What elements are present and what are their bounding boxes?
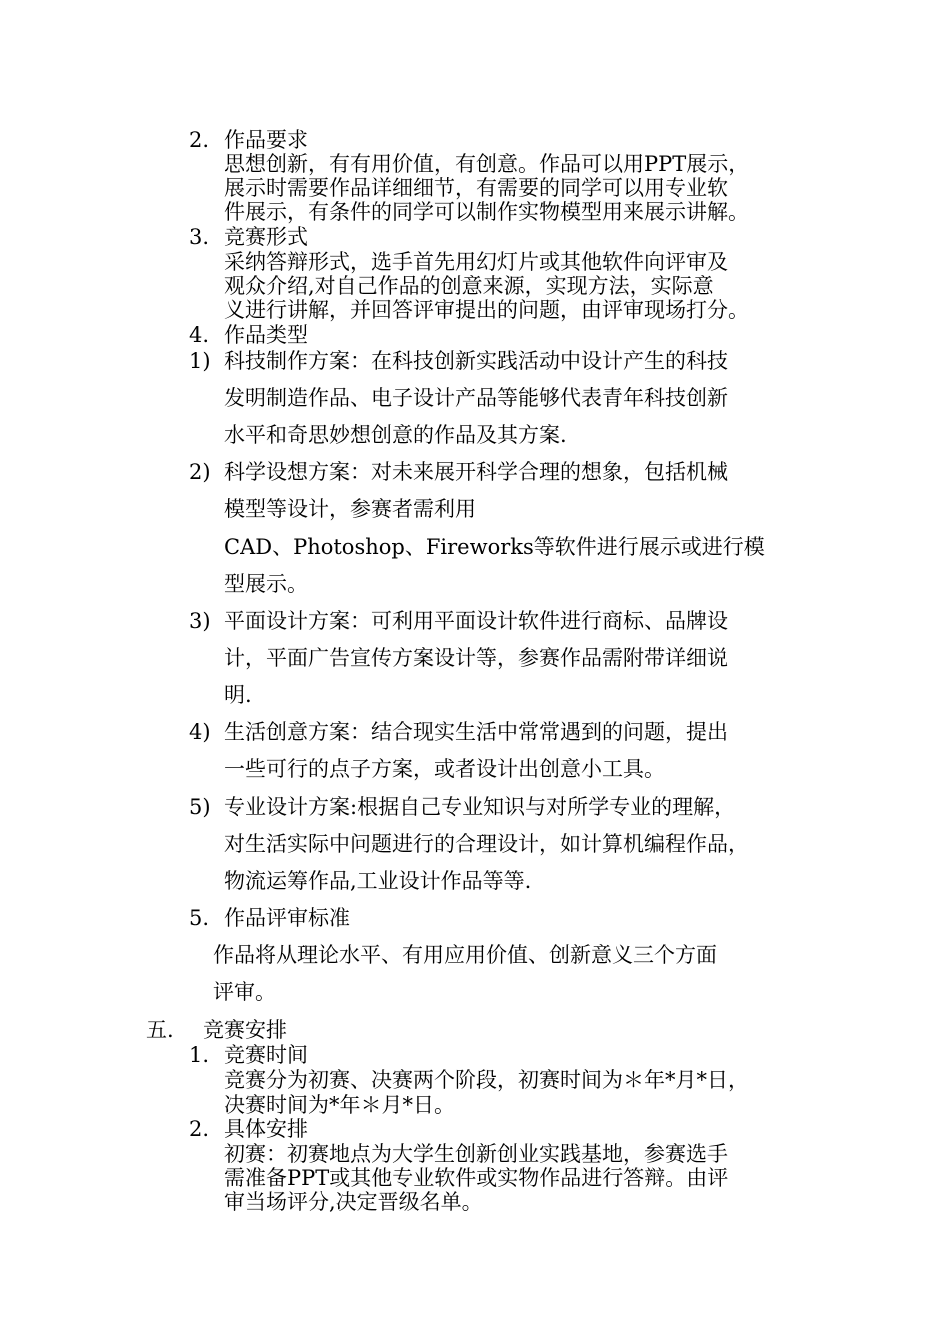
- item-heading: 竞赛形式: [224, 225, 308, 249]
- paragraph-line: 科学设想方案：对未来展开科学合理的想象，包括机械: [224, 460, 728, 484]
- paragraph-line: 采纳答辩形式，选手首先用幻灯片或其他软件向评审及: [224, 250, 728, 274]
- paragraph-line: 计，平面广告宣传方案设计等，参赛作品需附带详细说: [224, 646, 728, 670]
- paragraph-line: 模型等设计，参赛者需利用: [224, 497, 476, 521]
- paragraph-line: 专业设计方案:根据自己专业知识与对所学专业的理解，: [224, 795, 736, 819]
- paragraph-line: 决赛时间为*年＊月*日。: [224, 1093, 455, 1117]
- paragraph-line: 思想创新，有有用价值，有创意。作品可以用PPT展示，: [224, 152, 750, 176]
- paragraph-line: 观众介绍,对自己作品的创意来源，实现方法，实际意: [224, 274, 714, 298]
- item-heading: 具体安排: [224, 1117, 308, 1141]
- paragraph-line: 展示时需要作品详细细节，有需要的同学可以用专业软: [224, 176, 728, 200]
- paragraph-line: 义进行讲解，并回答评审提出的问题，由评审现场打分。: [224, 298, 749, 322]
- item-heading: 作品要求: [224, 128, 308, 152]
- paragraph-line: 需准备PPT或其他专业软件或实物作品进行答辩。由评: [224, 1166, 729, 1190]
- item-number: 2.: [189, 1117, 210, 1141]
- item-heading: 作品类型: [224, 323, 308, 347]
- paragraph-line: CAD、Photoshop、Fireworks等软件进行展示或进行模: [224, 535, 765, 559]
- sub-item-number: 5): [189, 795, 211, 819]
- paragraph-line: 对生活实际中问题进行的合理设计，如计算机编程作品，: [224, 832, 749, 856]
- section-number: 五.: [146, 1018, 174, 1042]
- item-number: 2.: [189, 128, 210, 152]
- paragraph-line: 明.: [224, 683, 252, 707]
- sub-item-number: 3): [189, 609, 211, 633]
- sub-item-number: 1): [189, 349, 211, 373]
- paragraph-line: 型展示。: [224, 572, 308, 596]
- paragraph-line: 竞赛分为初赛、决赛两个阶段，初赛时间为＊年*月*日，: [224, 1068, 749, 1092]
- sub-item-number: 2): [189, 460, 211, 484]
- item-number: 3.: [189, 225, 210, 249]
- paragraph-line: 评审。: [213, 980, 276, 1004]
- sub-item-number: 4): [189, 720, 211, 744]
- paragraph-line: 发明制造作品、电子设计产品等能够代表青年科技创新: [224, 386, 728, 410]
- item-heading: 作品评审标准: [224, 906, 350, 930]
- paragraph-line: 生活创意方案：结合现实生活中常常遇到的问题，提出: [224, 720, 728, 744]
- paragraph-line: 作品将从理论水平、有用应用价值、创新意义三个方面: [213, 943, 717, 967]
- paragraph-line: 一些可行的点子方案，或者设计出创意小工具。: [224, 757, 665, 781]
- section-heading: 竞赛安排: [203, 1018, 287, 1042]
- item-number: 4.: [189, 323, 210, 347]
- paragraph-line: 件展示，有条件的同学可以制作实物模型用来展示讲解。: [224, 200, 749, 224]
- paragraph-line: 科技制作方案：在科技创新实践活动中设计产生的科技: [224, 349, 728, 373]
- item-heading: 竞赛时间: [224, 1043, 308, 1067]
- item-number: 1.: [189, 1043, 210, 1067]
- paragraph-line: 初赛：初赛地点为大学生创新创业实践基地，参赛选手: [224, 1142, 728, 1166]
- paragraph-line: 平面设计方案：可利用平面设计软件进行商标、品牌设: [224, 609, 728, 633]
- item-number: 5.: [189, 906, 210, 930]
- paragraph-line: 审当场评分,决定晋级名单。: [224, 1190, 483, 1214]
- paragraph-line: 水平和奇思妙想创意的作品及其方案.: [224, 423, 567, 447]
- paragraph-line: 物流运筹作品,工业设计作品等等.: [224, 869, 532, 893]
